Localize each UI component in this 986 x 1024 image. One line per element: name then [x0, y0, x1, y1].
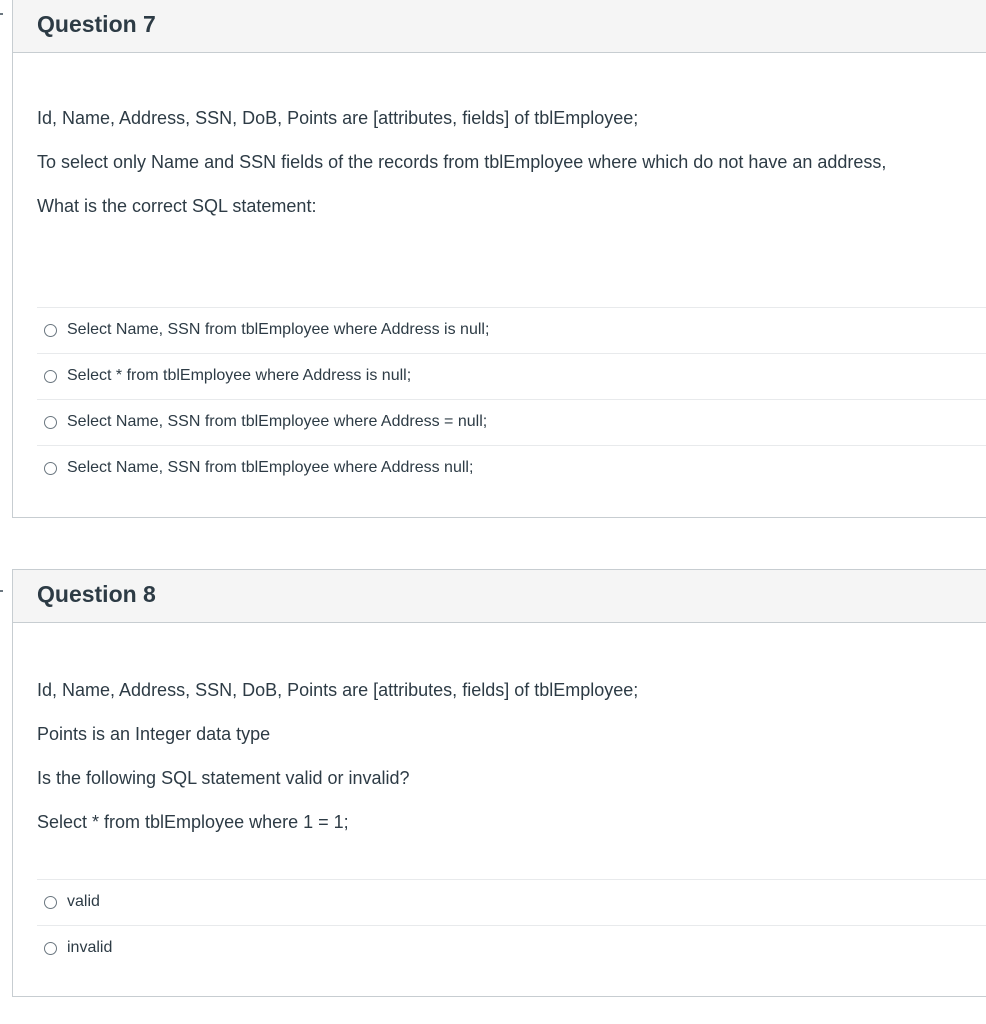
answer-label[interactable]: valid — [67, 893, 100, 910]
answer-list — [37, 879, 986, 972]
answer-list — [37, 307, 986, 492]
radio-button[interactable] — [44, 462, 57, 475]
answer-label[interactable]: Select Name, SSN from tblEmployee where Address null; — [67, 459, 474, 476]
radio-button[interactable] — [44, 416, 57, 429]
question-7-card — [12, 0, 986, 518]
question-text — [37, 107, 966, 239]
answer-option[interactable] — [37, 308, 986, 354]
question-text-line: Id, Name, Address, SSN, DoB, Points are [attributes, fields] of tblEmployee; — [37, 680, 639, 700]
question-text-line: Id, Name, Address, SSN, DoB, Points are [attributes, fields] of tblEmployee; — [37, 108, 639, 128]
question-header — [13, 0, 986, 53]
radio-button[interactable] — [44, 896, 57, 909]
question-title: Question 8 — [37, 581, 156, 607]
question-text-line: Is the following SQL statement valid or invalid? — [37, 768, 410, 788]
question-text — [37, 679, 966, 855]
question-header — [13, 570, 986, 623]
answer-option[interactable] — [37, 354, 986, 400]
answer-label[interactable]: Select * from tblEmployee where Address is null; — [67, 367, 412, 384]
answer-label[interactable]: Select Name, SSN from tblEmployee where Address = null; — [67, 413, 488, 430]
answer-label[interactable]: invalid — [67, 939, 113, 956]
radio-button[interactable] — [44, 942, 57, 955]
question-title: Question 7 — [37, 11, 156, 37]
radio-button[interactable] — [44, 370, 57, 383]
question-8-card — [12, 569, 986, 997]
answer-option[interactable] — [37, 880, 986, 926]
question-text-line: What is the correct SQL statement: — [37, 196, 317, 216]
answer-option[interactable] — [37, 926, 986, 972]
question-text-line: To select only Name and SSN fields of the records from tblEmployee where which do not have an address, — [37, 152, 887, 172]
question-8-marker — [0, 590, 3, 592]
answer-option[interactable] — [37, 400, 986, 446]
answer-option[interactable] — [37, 446, 986, 492]
radio-button[interactable] — [44, 324, 57, 337]
answer-label[interactable]: Select Name, SSN from tblEmployee where Address is null; — [67, 321, 490, 338]
question-text-line: Points is an Integer data type — [37, 724, 271, 744]
question-text-line: Select * from tblEmployee where 1 = 1; — [37, 812, 349, 832]
question-7-marker — [0, 13, 3, 15]
